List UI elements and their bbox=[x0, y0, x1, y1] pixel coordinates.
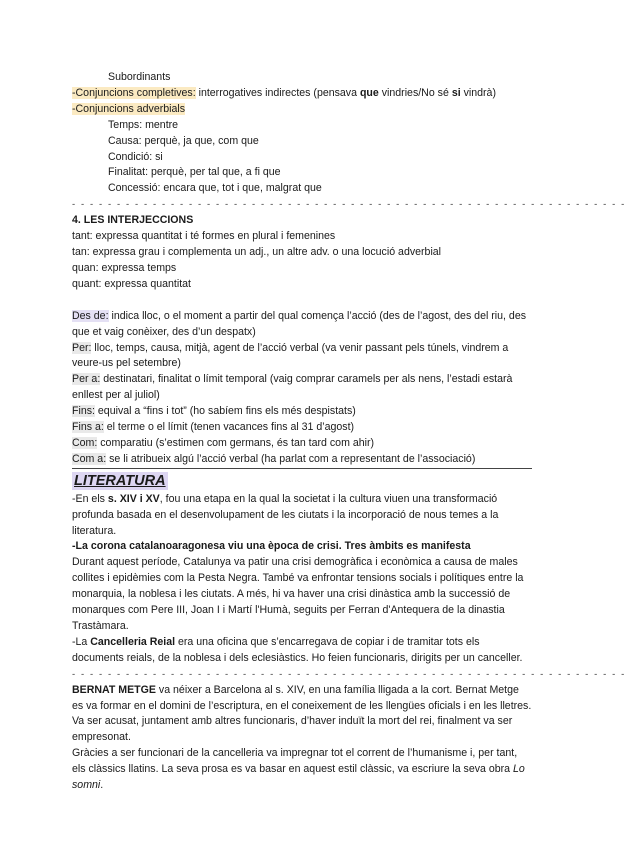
document-page bbox=[72, 70, 626, 794]
subordinants-label: Subordinants bbox=[108, 71, 171, 83]
preposition-text: comparatiu (s’estimen com germans, és tan tard com ahir) bbox=[97, 436, 375, 449]
interjection-line: tan: expressa grau i complementa un adj., un altre adv. o una locució adverbial bbox=[72, 245, 442, 258]
adverbial-item: Concessió: encara que, tot i que, malgrat que bbox=[108, 182, 322, 195]
adverbial-item: Temps: mentre bbox=[108, 118, 179, 131]
preposition-text: destinatari, finalitat o límit temporal (vaig comprar caramels per als nens, l’estadi estarà enllest per al juliol) bbox=[72, 373, 513, 402]
preposition-text: se li atribueix algú l’acció verbal (ha parlat com a representant de l’associació) bbox=[106, 452, 476, 465]
work-title: Lo somni bbox=[72, 763, 525, 792]
preposition-text: indica lloc, o el moment a partir del qual comença l’acció (des de l’agost, des del riu, des que et vaig conèixer, des d’un despatx) bbox=[72, 309, 527, 338]
crisis-heading: -La corona catalanoaragonesa viu una època de crisi. Tres àmbits es manifesta bbox=[72, 540, 471, 553]
preposition-entry bbox=[72, 436, 532, 452]
centuries-bold: s. XIV i XV bbox=[107, 492, 160, 505]
interjection-line: quant: expressa quantitat bbox=[72, 277, 191, 290]
literature-paragraph: -La Cancelleria Reial era una oficina que s’encarregava de copiar i de tramitar tots els documents reials, de la noblesa i dels eclesiàstics. Ho feien funcionaris, dirigits per un canceller. bbox=[72, 635, 523, 664]
preposition-term: Per: bbox=[72, 341, 92, 354]
literature-paragraph: Durant aquest període, Catalunya va patir una crisi demogràfica i econòmica a causa de males collites i epidèmies com la Pesta Negra. També va enfrontar tensions socials i polítiques entre la monarquia, la noblesa i les ciutats. A més, hi va haver una crisi dinàstica amb la successió de monarques com Pere III, Joan I i Martí l'Humà, seguits per Ferran d'Antequera de la dinastia Trastàmara. bbox=[72, 556, 524, 632]
preposition-entry bbox=[72, 309, 532, 341]
preposition-entry bbox=[72, 404, 532, 420]
interjections-heading: 4. LES INTERJECCIONS bbox=[72, 214, 194, 227]
interjection-line: tant: expressa quantitat i té formes en plural i femenines bbox=[72, 230, 336, 243]
adverbial-item: Finalitat: perquè, per tal que, a fi que bbox=[108, 166, 281, 179]
metge-paragraph: BERNAT METGE va néixer a Barcelona al s. XIV, en una família lligada a la cort. Bernat Metge es va formar en el domini de l’escriptura, en el coneixement de les llengües oficials i en les lletres. Va ser acusat, juntament amb altres funcionaris, d’haver induït la mort del rei, finalment va ser empresonat. bbox=[72, 683, 532, 744]
adverbial-item: Causa: perquè, ja que, com que bbox=[108, 134, 259, 147]
completives-si: si bbox=[451, 86, 461, 99]
preposition-term: Com: bbox=[72, 436, 98, 449]
preposition-entry bbox=[72, 452, 532, 468]
preposition-text: equival a “fins i tot” (ho sabíem fins els més despistats) bbox=[94, 405, 356, 418]
completives-text-2: vindries/No sé bbox=[378, 86, 452, 99]
interjection-line: quan: expressa temps bbox=[72, 261, 177, 274]
solid-separator bbox=[72, 468, 532, 469]
dashed-separator: - - - - - - - - - - - - - - - - - - - - - - - - - - - - - - - - - - - - - - - - - - - - - - - - - - - - - - - - - - - - - - bbox=[72, 668, 626, 680]
preposition-term: Fins: bbox=[72, 405, 95, 418]
preposition-text: lloc, temps, causa, mitjà, agent de l’acció verbal (va venir passant pels túnels, vindrem a veure-us pel setembre) bbox=[72, 341, 509, 370]
completives-line bbox=[72, 86, 532, 102]
preposition-text: el terme o el límit (tenen vacances fins al 31 d’agost) bbox=[103, 421, 355, 434]
completives-text-1: interrogatives indirectes (pensava bbox=[195, 86, 360, 99]
preposition-entry bbox=[72, 420, 532, 436]
preposition-entry bbox=[72, 341, 532, 373]
preposition-term: Des de: bbox=[72, 309, 109, 322]
dashed-separator: - - - - - - - - - - - - - - - - - - - - - - - - - - - - - - - - - - - - - - - - - - - - - - - - - - - - - - - - - - - - - - bbox=[72, 199, 626, 211]
preposition-term: Fins a: bbox=[72, 421, 104, 434]
preposition-term: Per a: bbox=[72, 373, 101, 386]
completives-text-3: vindrà) bbox=[460, 86, 496, 99]
author-name: BERNAT METGE bbox=[72, 683, 156, 696]
metge-paragraph: Gràcies a ser funcionari de la cancelleria va impregnar tot el corrent de l’humanisme i, per tant, els clàssics llatins. La seva prosa es va basar en aquest estil clàssic, va escriure la seva obra Lo somni. bbox=[72, 747, 525, 792]
adverbial-item: Condició: si bbox=[108, 150, 163, 163]
preposition-entry bbox=[72, 372, 532, 404]
preposition-term: Com a: bbox=[72, 452, 107, 465]
completives-que: que bbox=[359, 86, 379, 99]
cancelleria-bold: Cancelleria Reial bbox=[90, 635, 176, 648]
adverbials-term: -Conjuncions adverbials bbox=[72, 102, 186, 115]
completives-term: -Conjuncions completives: bbox=[72, 86, 196, 99]
literature-paragraph: -En els s. XIV i XV, fou una etapa en la qual la societat i la cultura viuen una transformació profunda basada en el desenvolupament de les ciutats i la incorporació de nous temes a la literatura. bbox=[72, 492, 499, 537]
literature-heading: LITERATURA bbox=[74, 472, 166, 489]
